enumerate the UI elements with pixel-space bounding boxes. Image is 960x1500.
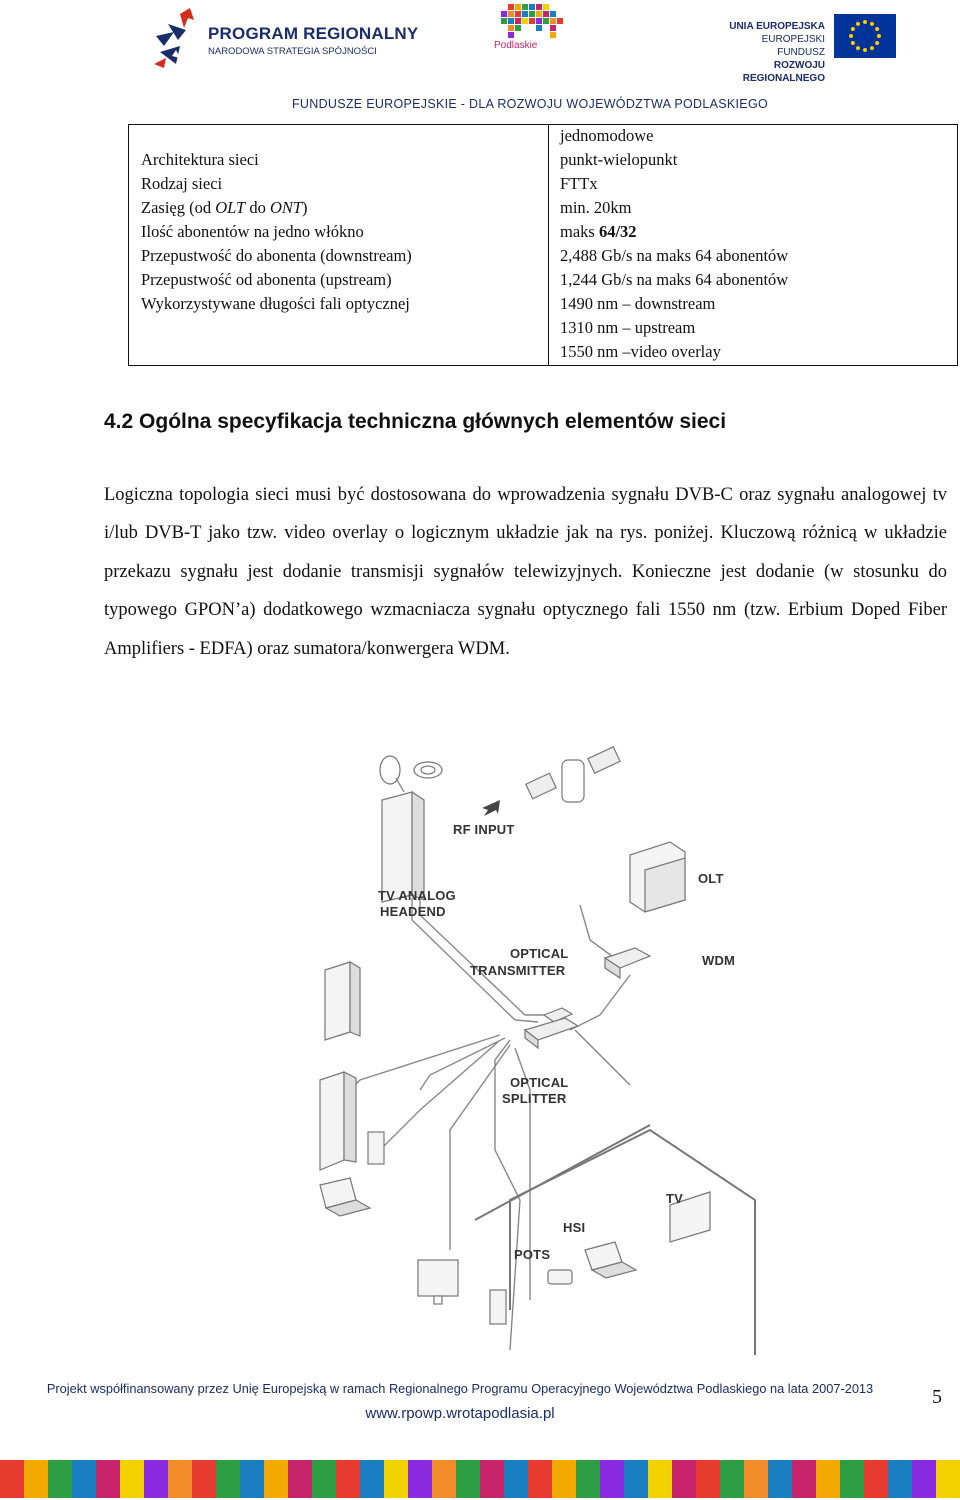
spec-value-wavelength-down: 1490 nm – downstream [560, 294, 716, 313]
section-paragraph: Logiczna topologia sieci musi być dostosowana do wprowadzenia sygnału DVB-C oraz sygnału analogowej tv i/lub DVB-T jako tzw. video overlay o logicznym układzie jak na rys. poniżej. Kluczową różnicą w układzie przekazu sygnału jest dodanie transmisji sygnałów telewizyjnych. Konieczne jest dodanie (w stosunku do typowego GPON’a) dodatkowego wzmacniacza sygnału optycznego fali 1550 nm (tzw. Erbium Doped Fiber Amplifiers - EDFA) oraz sumatora/konwergera WDM. [104, 485, 947, 659]
program-star-icon [150, 6, 198, 70]
optical-transmitter-label-1: OPTICAL [510, 946, 569, 961]
eu-star [856, 22, 860, 26]
eu-star [856, 46, 860, 50]
ont-box-2 [490, 1290, 506, 1324]
olt-label: OLT [698, 871, 724, 886]
eu-star [849, 34, 853, 38]
apartment-building [320, 1072, 356, 1170]
funds-banner: FUNDUSZE EUROPEJSKIE - DLA ROZWOJU WOJEWÓDZTWA PODLASKIEGO [291, 97, 768, 111]
spec-fiber-type: jednomodowe [560, 126, 654, 145]
spec-value-wavelength-up: 1310 nm – upstream [560, 318, 696, 337]
range-label-mid: do [245, 198, 270, 217]
podlaskie-logo [488, 2, 578, 60]
range-label-close: ) [302, 198, 308, 217]
section-heading: 4.2 Ogólna specyfikacja techniczna głównych elementów sieci [104, 410, 727, 433]
spec-label-downstream: Przepustwość do abonenta (downstream) [141, 246, 412, 265]
program-subtitle: NARODOWA STRATEGIA SPÓJNOŚCI [208, 46, 377, 57]
spec-label-subscribers: Ilość abonentów na jedno włókno [141, 222, 364, 241]
eu-fund-label [715, 20, 825, 85]
satellite-icon [526, 747, 620, 802]
olt-device [630, 842, 685, 912]
spec-value-network-type: FTTx [560, 174, 598, 193]
hsi-laptop-icon [585, 1242, 636, 1278]
subscribers-prefix: maks [560, 222, 599, 241]
decorative-color-strip [0, 1460, 960, 1498]
hsi-label: HSI [563, 1220, 586, 1235]
eu-line-3: ROZWOJU REGIONALNEGO [742, 60, 825, 84]
spec-label-architecture: Architektura sieci [141, 150, 259, 169]
rf-input-arrow [482, 800, 500, 816]
spec-label-range [141, 196, 308, 220]
pots-label: POTS [514, 1247, 551, 1262]
eu-star [870, 22, 874, 26]
range-label-olt: OLT [215, 198, 246, 217]
footer-url-link[interactable]: www.rpowp.wrotapodlasia.pl [365, 1405, 555, 1422]
page-number: 5 [932, 1386, 942, 1408]
tv-headend-label-2: HEADEND [380, 904, 446, 919]
network-diagram [300, 730, 760, 1370]
eu-star [863, 20, 867, 24]
spec-value-downstream: 2,488 Gb/s na maks 64 abonentów [560, 246, 789, 265]
spec-value-upstream: 1,244 Gb/s na maks 64 abonentów [560, 270, 789, 289]
eu-flag-icon [834, 14, 896, 58]
wdm-label: WDM [702, 953, 736, 968]
cofinance-note: Projekt współfinansowany przez Unię Europejską w ramach Regionalnego Programu Operacyjnego Województwa Podlaskiego na lata 2007-2013 [46, 1381, 874, 1396]
office-cabinet [325, 962, 360, 1040]
bison-mosaic-icon [488, 2, 578, 42]
spec-value-subscribers [560, 220, 637, 244]
rf-input-label: RF INPUT [453, 822, 515, 837]
program-title: PROGRAM REGIONALNY [208, 24, 419, 43]
eu-star [851, 27, 855, 31]
eu-star [863, 48, 867, 52]
region-label: Podlaskie [494, 40, 538, 51]
spec-table-divider [548, 124, 549, 366]
eu-star [877, 34, 881, 38]
tv-label: TV [666, 1191, 684, 1206]
monitor-icon [418, 1260, 458, 1304]
spec-value-wavelength-video: 1550 nm –video overlay [560, 342, 721, 361]
spec-value-architecture: punkt-wielopunkt [560, 150, 678, 169]
range-label-ont: ONT [269, 198, 303, 217]
tv-headend-label-1: TV ANALOG [378, 888, 456, 903]
optical-splitter-label-1: OPTICAL [510, 1075, 569, 1090]
satellite-dish-icon [380, 756, 404, 792]
program-regionalny-logo [150, 6, 420, 70]
optical-splitter-device [525, 1018, 578, 1048]
tv-analog-headend-device [382, 792, 424, 902]
optical-transmitter-label-2: TRANSMITTER [470, 963, 566, 978]
eu-star [870, 46, 874, 50]
spec-value-range: min. 20km [560, 198, 632, 217]
spec-label-network-type: Rodzaj sieci [141, 174, 223, 193]
eu-star [875, 41, 879, 45]
range-label-text: Zasięg (od [141, 198, 216, 217]
pots-phone-icon [548, 1270, 572, 1284]
eu-star [875, 27, 879, 31]
eu-line-2: EUROPEJSKI FUNDUSZ [761, 34, 825, 58]
broadcast-antenna-icon [414, 762, 442, 778]
laptop-icon [320, 1178, 370, 1216]
ont-box-1 [368, 1132, 384, 1164]
eu-line-1: UNIA EUROPEJSKA [729, 21, 825, 32]
wdm-device [605, 948, 650, 978]
eu-star [851, 41, 855, 45]
subscribers-ratio: 64/32 [598, 222, 637, 241]
optical-splitter-label-2: SPLITTER [502, 1091, 567, 1106]
spec-label-wavelengths: Wykorzystywane długości fali optycznej [141, 294, 410, 313]
spec-label-upstream: Przepustwość od abonenta (upstream) [141, 270, 392, 289]
